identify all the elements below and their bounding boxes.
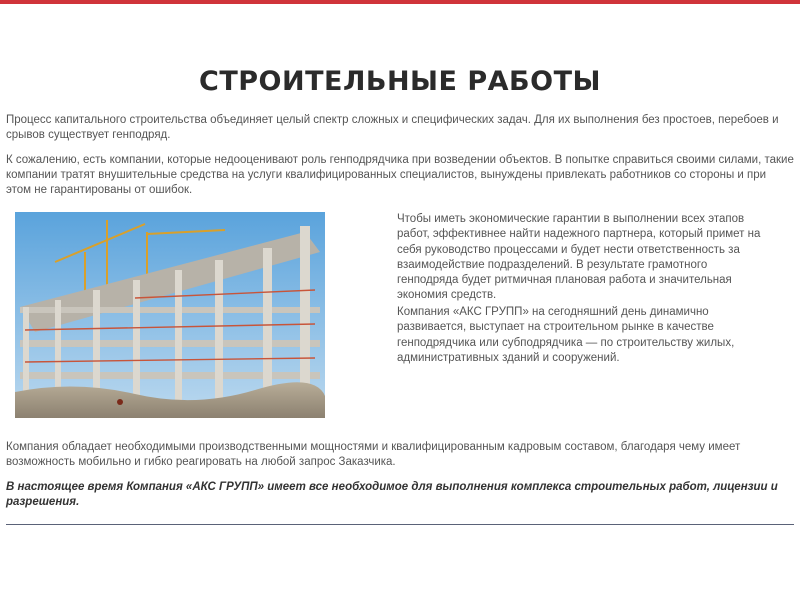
top-accent-bar	[0, 0, 800, 4]
side-paragraph-2: Компания «АКС ГРУПП» на сегодняшний день динамично развивается, выступает на строительном рынке в качестве генподрядчика или субподрядчика — по строительству жилых, административных зданий и сооружений.	[397, 306, 735, 364]
side-paragraph-1: Чтобы иметь экономические гарантии в выполнении всех этапов работ, эффективнее найти надежного партнера, который примет на себя руководство процессами и будет нести ответственность за взаимодействие подразделений. В результате грамотного генподряда будет ритмичная плановая работа и значительная экономия средств.	[397, 213, 761, 302]
page-title: СТРОИТЕЛЬНЫЕ РАБОТЫ	[199, 66, 601, 97]
outro-paragraph-2: В настоящее время Компания «АКС ГРУПП» имеет все необходимое для выполнения комплекса строительных работ, лицензии и разрешения.	[6, 481, 778, 508]
intro-paragraph-1: Процесс капитального строительства объединяет целый спектр сложных и специфических задач. Для их выполнения без простоев, перебоев и срывов существует генподряд.	[6, 114, 779, 141]
construction-site-photo	[15, 212, 325, 418]
intro-paragraph-2: К сожалению, есть компании, которые недооценивают роль генподрядчика при возведении объектов. В попытке справиться своими силами, такие компании тратят внушительные средства на услуги квалифицированных специалистов, вынуждены привлекать работников со стороны и при этом не гарантированы от ошибок.	[6, 154, 794, 196]
outro-paragraph-1: Компания обладает необходимыми производственными мощностями и квалифицированным кадровым составом, благодаря чему имеет возможность мобильно и гибко реагировать на любой запрос Заказчика.	[6, 441, 741, 468]
bottom-divider	[6, 524, 794, 525]
